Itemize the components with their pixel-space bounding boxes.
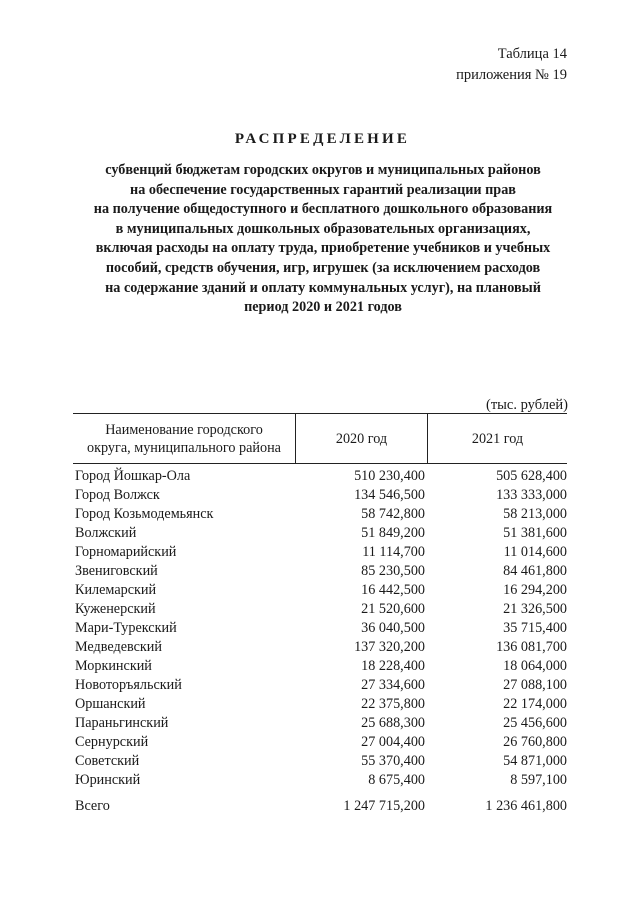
table-row [73, 505, 567, 524]
row-name: Советский [75, 753, 140, 769]
row-value-2021: 22 174,000 [503, 696, 567, 712]
row-value-2021: 21 326,500 [503, 601, 567, 617]
units-label: (тыс. рублей) [486, 397, 568, 413]
row-name: Медведевский [75, 639, 162, 655]
row-value-2020: 16 442,500 [361, 582, 425, 598]
row-value-2020: 27 334,600 [361, 677, 425, 693]
row-value-2021: 133 333,000 [496, 487, 567, 503]
table-row [73, 619, 567, 638]
row-name: Моркинский [75, 658, 152, 674]
column-header-name-line: округа, муниципального района [87, 439, 281, 456]
subtitle-line: в муниципальных дошкольных образовательных организациях, [115, 220, 531, 237]
row-value-2021: 25 456,600 [503, 715, 567, 731]
document-subtitle [70, 161, 576, 318]
subtitle-line: включая расходы на оплату труда, приобретение учебников и учебных [95, 240, 551, 257]
table-row [73, 581, 567, 600]
column-header-name [73, 414, 296, 463]
table-total-row [73, 797, 567, 816]
subtitle-line: субвенций бюджетам городских округов и муниципальных районов [105, 162, 541, 178]
table-row [73, 467, 567, 486]
column-header-2020: 2020 год [296, 414, 428, 463]
row-name: Сернурский [75, 734, 149, 750]
appendix-number: приложения № 19 [456, 67, 567, 83]
row-value-2021: 8 597,100 [510, 772, 567, 788]
row-value-2021: 27 088,100 [503, 677, 567, 693]
subtitle-line: на содержание зданий и оплату коммунальных услуг), на плановый [105, 279, 541, 296]
table-header [73, 413, 567, 464]
table-row [73, 562, 567, 581]
row-value-2020: 134 546,500 [354, 487, 425, 503]
row-value-2020: 25 688,300 [361, 715, 425, 731]
subtitle-line: период 2020 и 2021 годов [244, 299, 402, 316]
row-value-2021: 16 294,200 [503, 582, 567, 598]
row-value-2021: 54 871,000 [503, 753, 567, 769]
row-value-2021: 18 064,000 [503, 658, 567, 674]
row-value-2021: 84 461,800 [503, 563, 567, 579]
table-row [73, 695, 567, 714]
row-value-2020: 55 370,400 [361, 753, 425, 769]
row-name: Город Козьмодемьянск [75, 506, 214, 522]
row-name: Килемарский [75, 582, 157, 598]
row-value-2020: 27 004,400 [361, 734, 425, 750]
row-value-2021: 11 014,600 [503, 544, 567, 560]
table-row [73, 600, 567, 619]
row-name: Волжский [75, 525, 137, 541]
row-name: Город Йошкар-Ола [75, 468, 191, 484]
row-value-2021: 51 381,600 [503, 525, 567, 541]
row-value-2021: 505 628,400 [496, 468, 567, 484]
row-value-2020: 51 849,200 [361, 525, 425, 541]
row-name: Новоторъяльский [75, 677, 182, 693]
table-row [73, 714, 567, 733]
subtitle-line: на получение общедоступного и бесплатного дошкольного образования [93, 201, 553, 218]
row-value-2020: 58 742,800 [361, 506, 425, 522]
row-name: Куженерский [75, 601, 156, 617]
table-row [73, 676, 567, 695]
total-label: Всего [75, 798, 110, 814]
table-reference [456, 44, 567, 86]
row-value-2020: 18 228,400 [361, 658, 425, 674]
row-value-2021: 58 213,000 [503, 506, 567, 522]
column-header-name-line: Наименование городского [105, 421, 263, 438]
row-value-2020: 8 675,400 [368, 772, 425, 788]
column-header-2021: 2021 год [471, 430, 524, 447]
table-row [73, 638, 567, 657]
row-name: Горномарийский [75, 544, 177, 560]
table-body [73, 467, 567, 790]
table-row [73, 752, 567, 771]
row-value-2020: 22 375,800 [361, 696, 425, 712]
subtitle-line: пособий, средств обучения, игр, игрушек (за исключением расходов [105, 259, 541, 276]
document-title: РАСПРЕДЕЛЕНИЕ [234, 131, 411, 147]
table-row [73, 486, 567, 505]
table-row [73, 543, 567, 562]
row-value-2020: 510 230,400 [354, 468, 425, 484]
row-value-2020: 36 040,500 [361, 620, 425, 636]
row-value-2020: 137 320,200 [354, 639, 425, 655]
table-number: Таблица 14 [497, 46, 567, 62]
table-row [73, 524, 567, 543]
row-value-2021: 35 715,400 [503, 620, 567, 636]
total-value-2020: 1 247 715,200 [343, 798, 425, 814]
row-name: Юринский [75, 772, 141, 788]
table-row [73, 657, 567, 676]
row-name: Оршанский [75, 696, 146, 712]
row-name: Параньгинский [75, 715, 169, 731]
row-name: Мари-Турекский [75, 620, 177, 636]
row-value-2020: 11 114,700 [362, 544, 425, 560]
row-value-2020: 21 520,600 [361, 601, 425, 617]
row-value-2021: 136 081,700 [496, 639, 567, 655]
subtitle-line: на обеспечение государственных гарантий реализации прав [130, 181, 516, 198]
total-value-2021: 1 236 461,800 [485, 798, 567, 814]
table-row [73, 771, 567, 790]
row-value-2020: 85 230,500 [361, 563, 425, 579]
table-row [73, 733, 567, 752]
row-name: Город Волжск [75, 487, 160, 503]
row-value-2021: 26 760,800 [503, 734, 567, 750]
row-name: Звениговский [75, 563, 158, 579]
